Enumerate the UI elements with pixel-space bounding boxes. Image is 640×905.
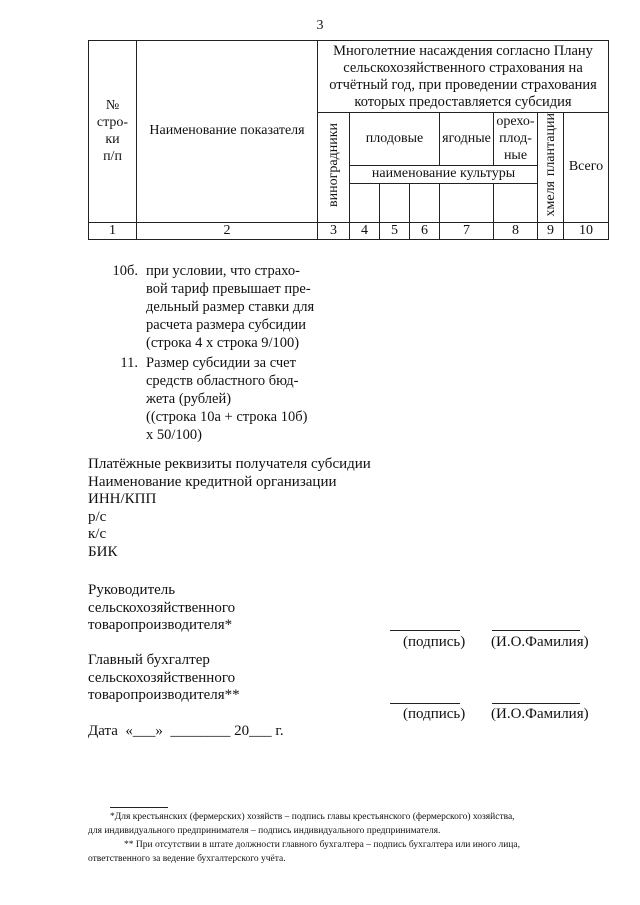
subsidy-table [88, 40, 609, 240]
blank-cell [380, 184, 410, 223]
date-line: Дата «___» ________ 20___ г. [88, 723, 284, 739]
signature-caption: (подпись) [403, 634, 466, 650]
blank-cell [350, 184, 380, 223]
header-berry: ягодные [440, 113, 494, 166]
column-number: 1 [89, 222, 137, 239]
name-caption: (И.О.Фамилия) [491, 706, 589, 722]
table-row [88, 354, 348, 444]
blank-cell [410, 184, 440, 223]
blank-cell [440, 184, 494, 223]
chief-accountant-signatory: Главный бухгалтер сельскохозяйственного товаропроизводителя** [88, 652, 240, 703]
header-fruit: плодовые [350, 113, 440, 166]
header-total: Всего [564, 113, 609, 223]
header-culture-name: наименование культуры [350, 165, 538, 183]
column-number: 7 [440, 222, 494, 239]
column-number: 9 [538, 222, 564, 239]
signature-caption: (подпись) [403, 706, 466, 722]
column-number-row [89, 222, 609, 239]
footnote-2-cont: ответственного за ведение бухгалтерского учёта. [88, 854, 286, 864]
header-perennial-plantings: Многолетние насаждения согласно Плану сельскохозяйственного страхования на отчётный год, при проведении страхования которых предоставляется субсидия [318, 41, 609, 113]
row-text: Размер субсидии за счет средств областного бюд- жета (рублей) ((строка 10а + строка 10б) х 50/100) [146, 355, 308, 443]
footnote-separator [110, 807, 168, 808]
signature-line [390, 703, 460, 704]
header-hop-plantations: плантациихмеля [538, 113, 564, 223]
payment-details: Платёжные реквизиты получателя субсидии Наименование кредитной организации ИНН/КПП р/с к/с БИК [88, 456, 371, 560]
row-number: 11. [120, 355, 138, 371]
header-nut: орехо- плод- ные [494, 113, 538, 166]
footnote-1: *Для крестьянских (фермерских) хозяйств – подпись главы крестьянского (фермерского) хозяйства, [110, 812, 515, 822]
header-vineyards: виноградники [318, 113, 350, 223]
column-number: 5 [380, 222, 410, 239]
column-number: 2 [137, 222, 318, 239]
row-text: при условии, что страхо- вой тариф превышает пре- дельный размер ставки для расчета размера субсидии (строка 4 х строка 9/100) [146, 263, 315, 351]
head-signatory: Руководитель сельскохозяйственного товаропроизводителя* [88, 582, 236, 633]
column-number: 4 [350, 222, 380, 239]
header-indicator-name: Наименование показателя [137, 41, 318, 223]
name-line [492, 703, 580, 704]
row-number: 10б. [112, 263, 138, 279]
table-row [88, 262, 348, 352]
blank-cell [494, 184, 538, 223]
signature-line [390, 630, 460, 631]
name-line [492, 630, 580, 631]
column-number: 8 [494, 222, 538, 239]
table-rows-continued [88, 262, 348, 446]
header-row-number: № стро- ки п/п [89, 41, 137, 223]
name-caption: (И.О.Фамилия) [491, 634, 589, 650]
column-number: 3 [318, 222, 350, 239]
column-number: 10 [564, 222, 609, 239]
footnote-1-cont: для индивидуального предпринимателя – подпись индивидуального предпринимателя. [88, 826, 441, 836]
footnote-2: ** При отсутствии в штате должности главного бухгалтера – подпись бухгалтера или иного лица, [124, 840, 520, 850]
page-number: 3 [316, 18, 324, 33]
column-number: 6 [410, 222, 440, 239]
